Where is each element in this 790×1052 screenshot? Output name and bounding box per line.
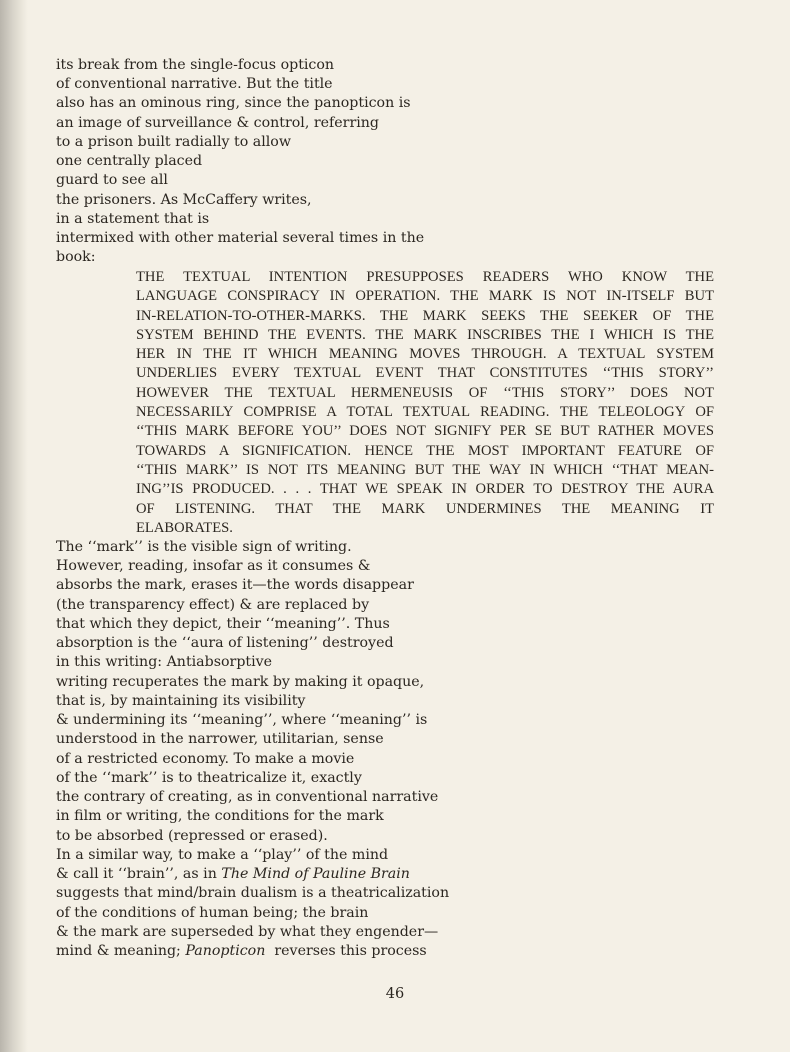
body-line: In a similar way, to make a ‘‘play’’ of the mind [56,847,389,863]
body-line: & the mark are superseded by what they engender— [56,924,439,940]
quote-line: ‘‘THIS MARK BEFORE YOU’’ DOES NOT SIGNIFY PER SE BUT RATHER MOVES [136,423,714,440]
page-gutter-shadow [0,0,28,1052]
quote-line: TOWARDS A SIGNIFICATION. HENCE THE MOST IMPORTANT FEATURE OF [136,442,714,459]
body-line: that is, by maintaining its visibility [56,693,306,709]
quote-line: UNDERLIES EVERY TEXTUAL EVENT THAT CONSTITUTES ‘‘THIS STORY’’ [136,365,714,382]
body-line: to a prison built radially to allow [56,134,291,150]
quote-line: SYSTEM BEHIND THE EVENTS. THE MARK INSCRIBES THE I WHICH IS THE [136,326,714,343]
body-line: in a statement that is [56,211,210,227]
quote-line: ‘‘THIS MARK’’ IS NOT ITS MEANING BUT THE WAY IN WHICH ‘‘THAT MEAN- [136,461,714,478]
body-line: also has an ominous ring, since the panopticon is [56,95,411,111]
body-line: that which they depict, their ‘‘meaning’’. Thus [56,616,390,632]
body-line: intermixed with other material several times in the [56,230,425,246]
body-line: (the transparency effect) & are replaced by [56,597,370,613]
quote-line: IN-RELATION-TO-OTHER-MARKS. THE MARK SEEKS THE SEEKER OF THE [136,307,714,324]
body-line: of the conditions of human being; the brain [56,905,369,921]
quote-line: HER IN THE IT WHICH MEANING MOVES THROUGH. A TEXTUAL SYSTEM [136,346,714,363]
body-line: writing recuperates the mark by making it opaque, [56,674,425,690]
quote-line: THE TEXTUAL INTENTION PRESUPPOSES READERS WHO KNOW THE [136,269,714,285]
body-line: in this writing: Antiabsorptive [56,654,273,670]
body-line: of a restricted economy. To make a movie [56,751,355,767]
body-line: its break from the single-focus opticon [56,57,335,73]
body-line: absorption is the ‘‘aura of listening’’ destroyed [56,635,394,651]
body-line: of conventional narrative. But the title [56,76,333,92]
quote-line: NECESSARILY COMPRISE A TOTAL TEXTUAL READING. THE TELEOLOGY OF [136,404,714,421]
body-line: The ‘‘mark’’ is the visible sign of writing. [56,539,352,555]
body-line: one centrally placed [56,153,203,169]
quote-line: ING’’IS PRODUCED. . . . THAT WE SPEAK IN ORDER TO DESTROY THE AURA [136,481,714,498]
body-text: & call it ‘‘brain’’, as in [56,866,222,882]
book-title: Panopticon [185,943,266,959]
block-quote [136,268,714,538]
quote-line: ELABORATES. [136,519,233,536]
body-line [56,865,410,884]
body-line: in film or writing, the conditions for the mark [56,808,384,824]
body-line: the prisoners. As McCaffery writes, [56,192,312,208]
body-text: reverses this process [265,943,427,959]
body-text: mind & meaning; [56,943,186,959]
body-line: absorbs the mark, erases it—the words disappear [56,577,414,593]
quote-line: OF LISTENING. THAT THE MARK UNDERMINES THE MEANING IT [136,500,714,517]
body-line: guard to see all [56,172,168,188]
quote-line: LANGUAGE CONSPIRACY IN OPERATION. THE MARK IS NOT IN-ITSELF BUT [136,288,714,305]
page-number: 46 [385,986,405,1002]
body-line: of the ‘‘mark’’ is to theatricalize it, exactly [56,770,362,786]
body-line: book: [56,249,96,265]
quote-line: HOWEVER THE TEXTUAL HERMENEUSIS OF ‘‘THIS STORY’’ DOES NOT [136,384,714,401]
book-title: The Mind of Pauline Brain [221,866,410,882]
body-line: the contrary of creating, as in conventional narrative [56,789,439,805]
body-line [56,942,427,961]
body-line: & undermining its ‘‘meaning’’, where ‘‘meaning’’ is [56,712,428,728]
body-line: an image of surveillance & control, referring [56,115,380,131]
body-line: to be absorbed (repressed or erased). [56,828,328,844]
body-line: suggests that mind/brain dualism is a theatricalization [56,885,450,901]
body-line: understood in the narrower, utilitarian, sense [56,731,384,747]
body-line: However, reading, insofar as it consumes & [56,558,371,574]
